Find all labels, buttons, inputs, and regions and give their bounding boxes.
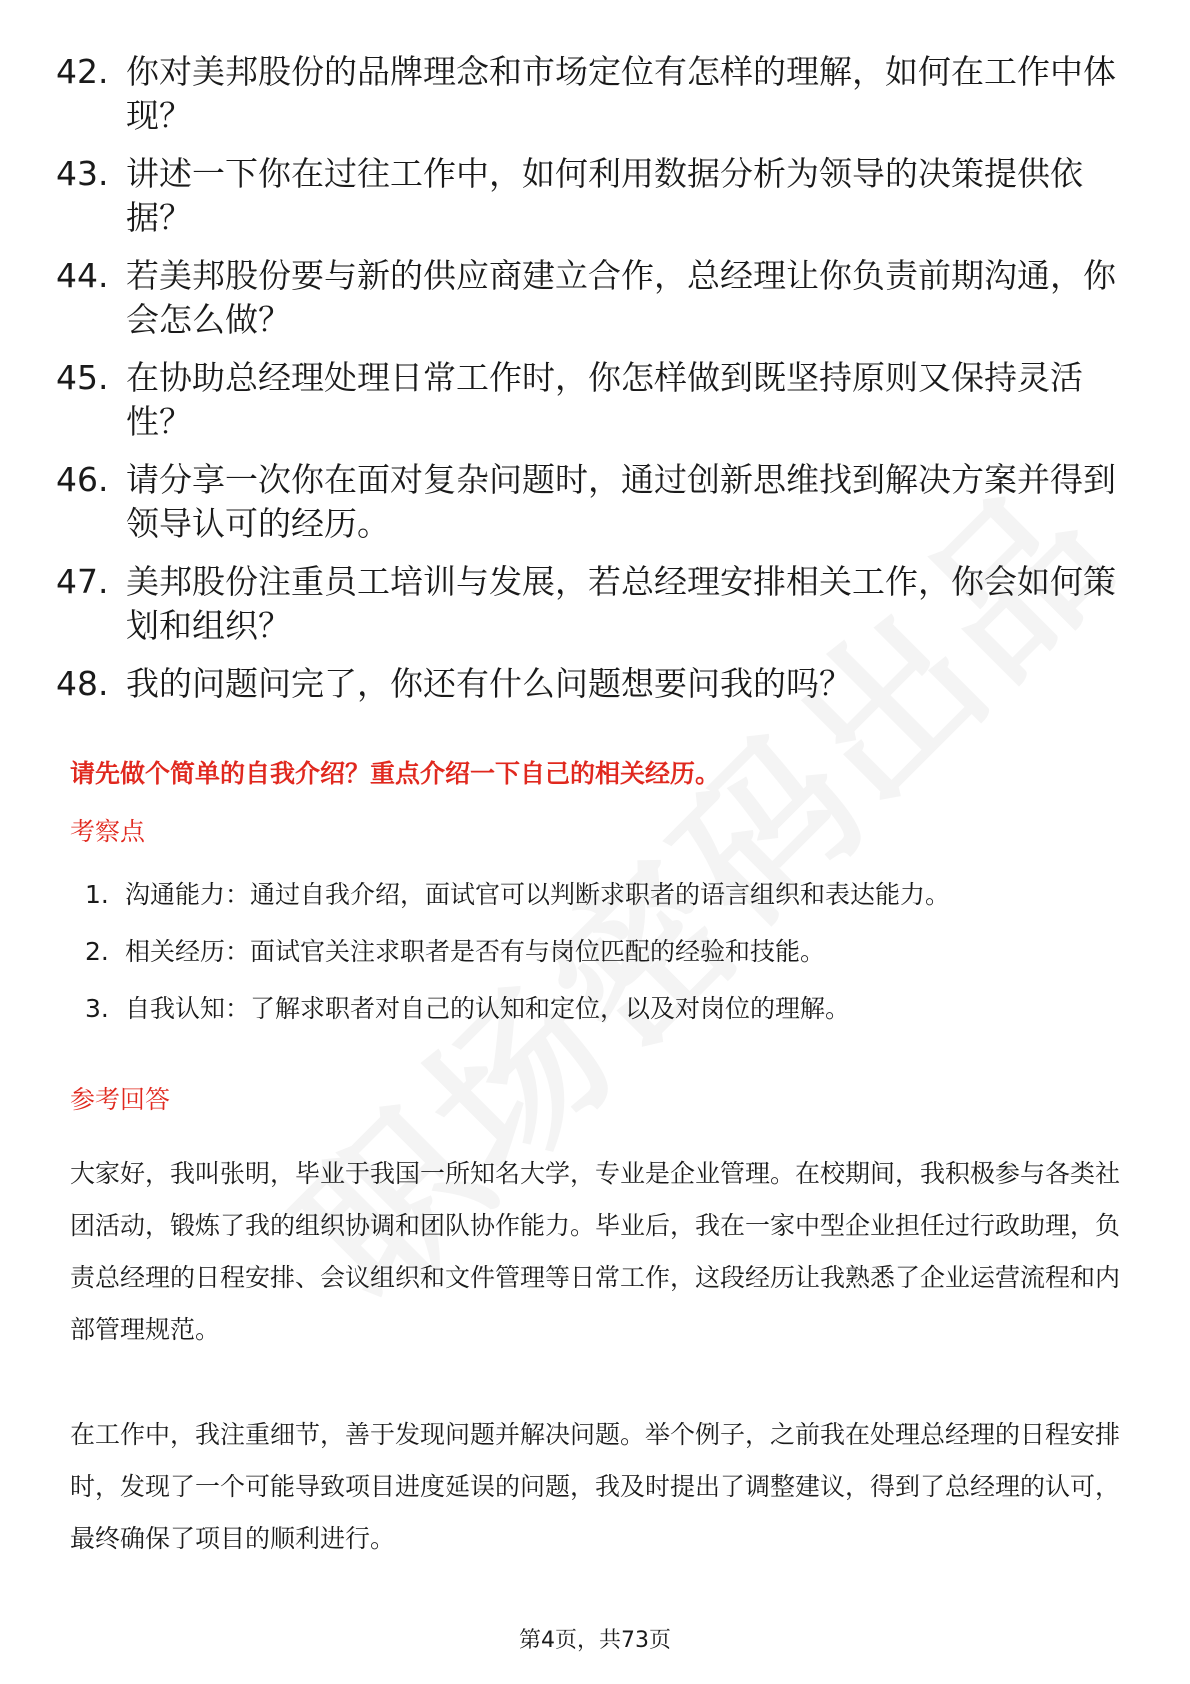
question-item: [56, 662, 1116, 706]
point-number: 1.: [85, 880, 109, 909]
question-number: 47.: [56, 562, 109, 601]
question-text: 若美邦股份要与新的供应商建立合作，总经理让你负责前期沟通，你会怎么做？: [126, 256, 1116, 339]
question-item: [56, 50, 1116, 138]
point-number: 2.: [85, 937, 109, 966]
answer-paragraph: 大家好，我叫张明，毕业于我国一所知名大学，专业是企业管理。在校期间，我积极参与各类社团活动，锻炼了我的组织协调和团队协作能力。毕业后，我在一家中型企业担任过行政助理，负责总经理的日程安排、会议组织和文件管理等日常工作，这段经历让我熟悉了企业运营流程和内部管理规范。: [70, 1159, 1121, 1344]
question-number: 46.: [56, 460, 109, 499]
page-footer: 第4页，共73页: [519, 1628, 671, 1653]
question-list: [56, 50, 1116, 720]
point-text: 相关经历：面试官关注求职者是否有与岗位匹配的经验和技能。: [125, 937, 826, 966]
question-item: [56, 356, 1116, 444]
point-item: [85, 878, 1105, 912]
question-text: 讲述一下你在过往工作中，如何利用数据分析为领导的决策提供依据？: [126, 154, 1083, 237]
points-list: [85, 878, 1105, 1049]
question-number: 45.: [56, 358, 109, 397]
question-text: 请分享一次你在面对复杂问题时，通过创新思维找到解决方案并得到领导认可的经历。: [126, 460, 1116, 543]
question-number: 44.: [56, 256, 109, 295]
question-number: 43.: [56, 154, 109, 193]
point-text: 自我认知：了解求职者对自己的认知和定位，以及对岗位的理解。: [125, 994, 851, 1023]
point-number: 3.: [85, 994, 109, 1023]
highlight-question: 请先做个简单的自我介绍？重点介绍一下自己的相关经历。: [70, 759, 721, 788]
question-item: [56, 254, 1116, 342]
question-number: 48.: [56, 664, 109, 703]
question-item: [56, 152, 1116, 240]
question-number: 42.: [56, 52, 109, 91]
question-item: [56, 560, 1116, 648]
question-text: 我的问题问完了，你还有什么问题想要问我的吗？: [126, 664, 852, 703]
point-item: [85, 935, 1105, 969]
question-text: 你对美邦股份的品牌理念和市场定位有怎样的理解，如何在工作中体现？: [126, 52, 1116, 135]
section-title-points: 考察点: [70, 817, 146, 846]
question-text: 美邦股份注重员工培训与发展，若总经理安排相关工作，你会如何策划和组织？: [126, 562, 1116, 645]
point-text: 沟通能力：通过自我介绍，面试官可以判断求职者的语言组织和表达能力。: [125, 880, 951, 909]
section-title-answer: 参考回答: [70, 1085, 171, 1114]
question-text: 在协助总经理处理日常工作时，你怎样做到既坚持原则又保持灵活性？: [126, 358, 1083, 441]
answer-paragraph: 在工作中，我注重细节，善于发现问题并解决问题。举个例子，之前我在处理总经理的日程安排时，发现了一个可能导致项目进度延误的问题，我及时提出了调整建议，得到了总经理的认可，最终确保了项目的顺利进行。: [70, 1420, 1121, 1553]
point-item: [85, 992, 1105, 1026]
question-item: [56, 458, 1116, 546]
